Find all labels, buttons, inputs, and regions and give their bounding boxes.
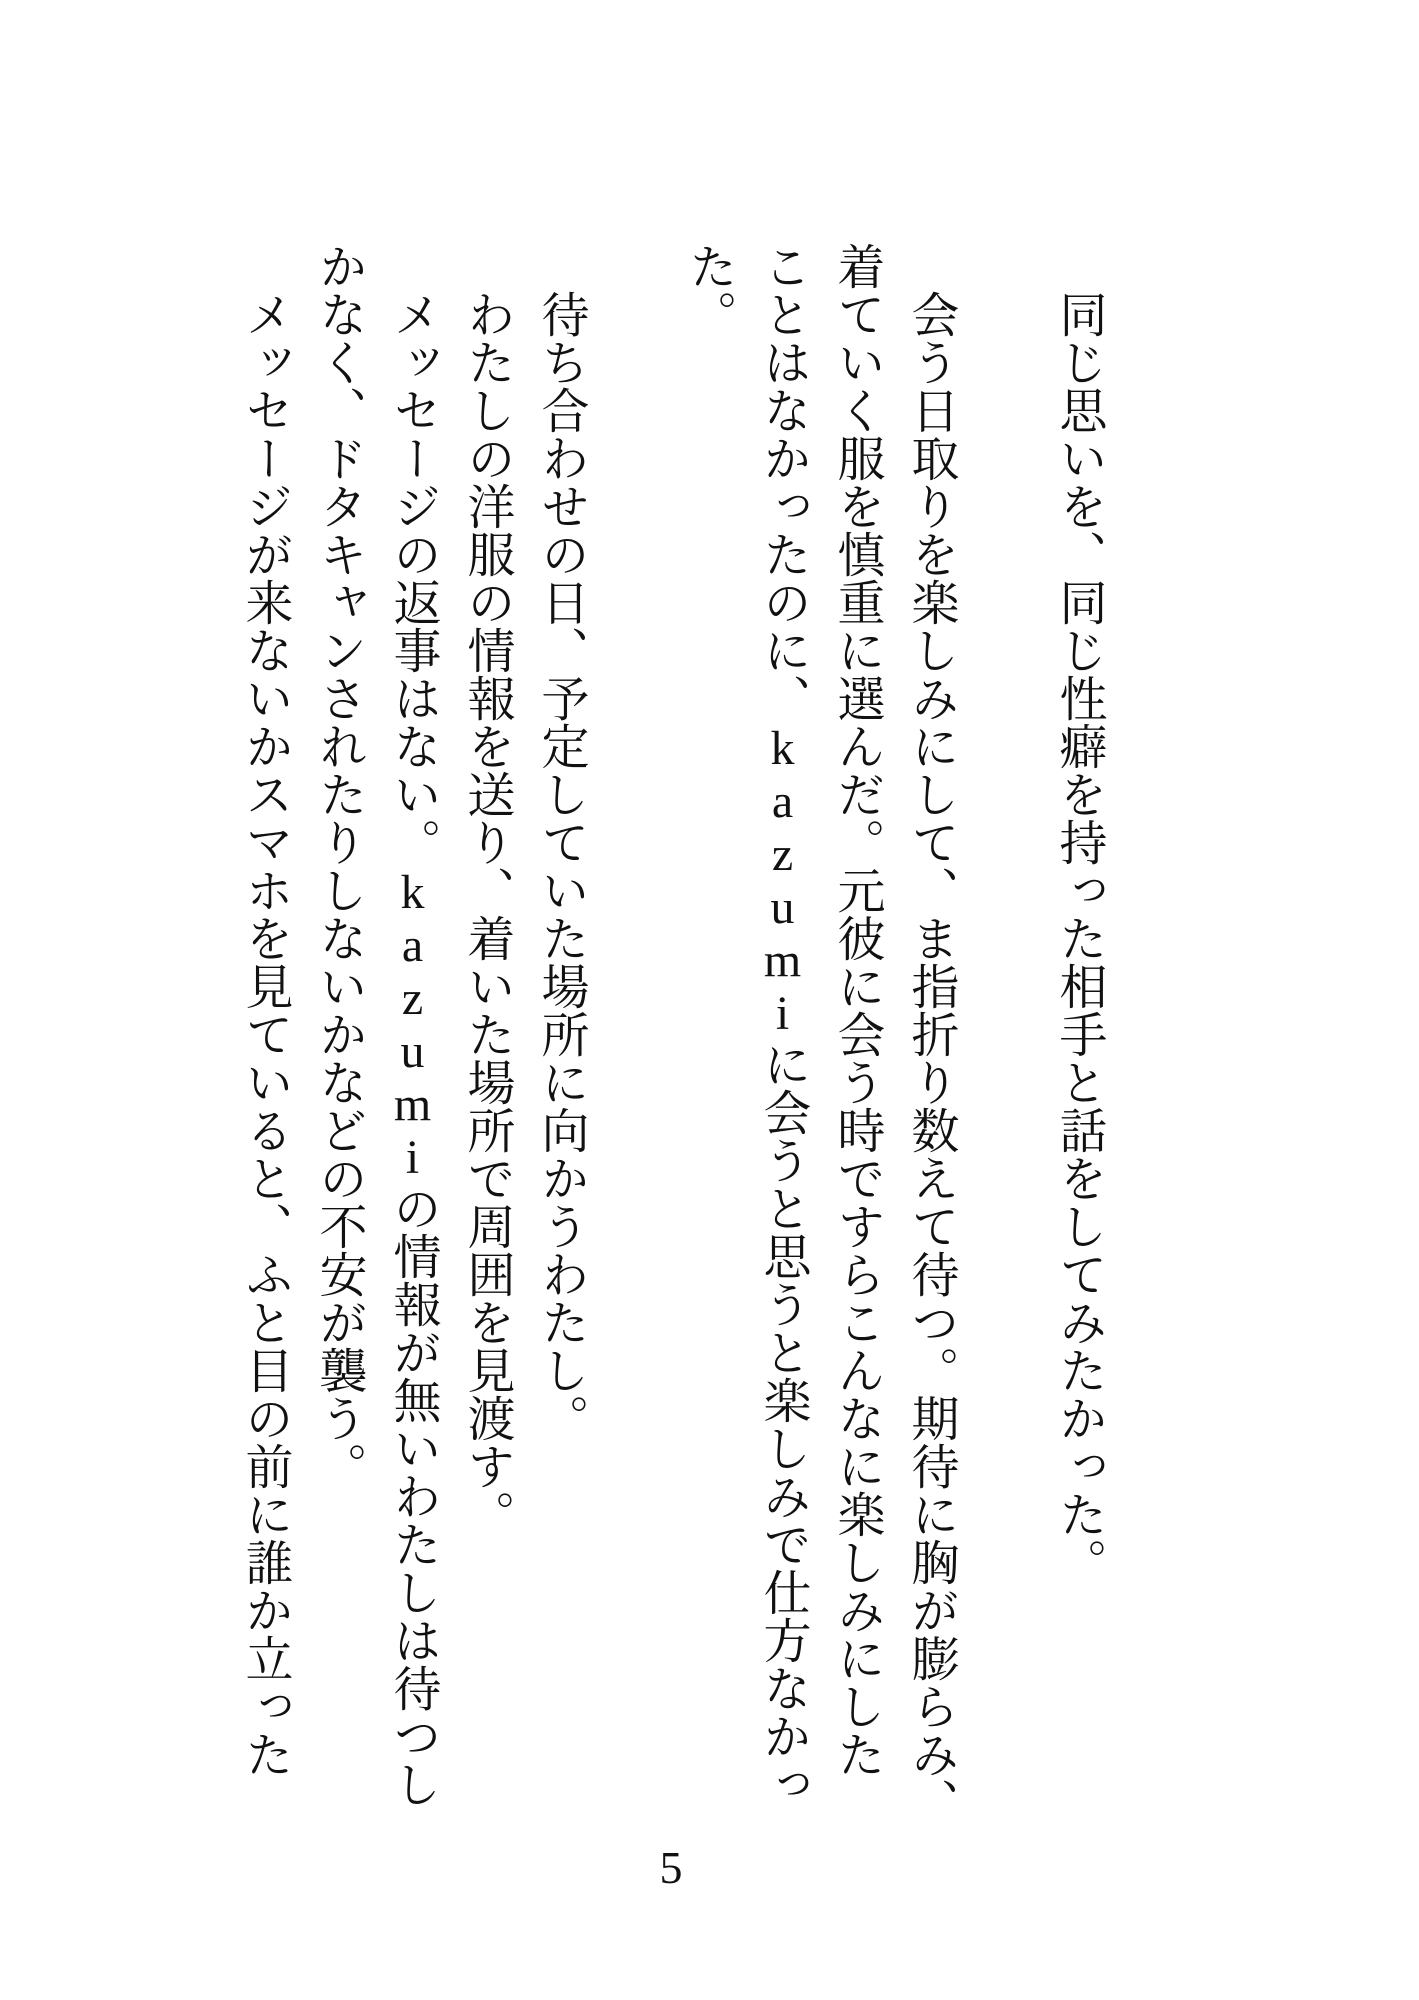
text-run: メッセージの返事はない。 bbox=[386, 290, 439, 866]
text-run: に会うと思うと楽しみで仕方なかっ bbox=[756, 1040, 809, 1808]
page-number: 5 bbox=[659, 1842, 683, 1893]
text-line bbox=[523, 242, 597, 1826]
text-line bbox=[671, 242, 745, 1826]
blank-line bbox=[967, 242, 1041, 1826]
text-run: わたしの洋服の情報を送り、着いた場所で周囲を見渡す。 bbox=[460, 290, 513, 1538]
text-line bbox=[301, 242, 375, 1826]
text-run: 同じ思いを、同じ性癖を持った相手と話をしてみたかった。 bbox=[1052, 290, 1105, 1586]
text-line bbox=[227, 242, 301, 1826]
text-line bbox=[893, 242, 967, 1826]
text-line bbox=[745, 242, 819, 1826]
text-line bbox=[449, 242, 523, 1826]
latin-text-run: kazumi bbox=[756, 722, 809, 1040]
text-run: 着ていく服を慎重に選んだ。元彼に会う時ですらこんなに楽しみにした bbox=[830, 242, 883, 1778]
text-run: かなく、ドタキャンされたりしないかなどの不安が襲う。 bbox=[312, 242, 365, 1490]
text-line bbox=[819, 242, 893, 1826]
text-run: メッセージが来ないかスマホを見ていると、ふと目の前に誰か立った bbox=[238, 290, 291, 1778]
latin-text-run: kazumi bbox=[386, 866, 439, 1184]
text-run: た。 bbox=[682, 242, 735, 338]
text-line bbox=[1041, 242, 1115, 1826]
text-line bbox=[375, 242, 449, 1826]
text-run: 会う日取りを楽しみにして、ま指折り数えて待つ。期待に胸が膨らみ、 bbox=[904, 290, 957, 1826]
vertical-text-block bbox=[227, 242, 1115, 1826]
text-run: ことはなかったのに、 bbox=[756, 242, 809, 722]
text-run: の情報が無いわたしは待つし bbox=[386, 1184, 439, 1808]
text-run: 待ち合わせの日、予定していた場所に向かうわたし。 bbox=[534, 290, 587, 1442]
blank-line bbox=[597, 242, 671, 1826]
